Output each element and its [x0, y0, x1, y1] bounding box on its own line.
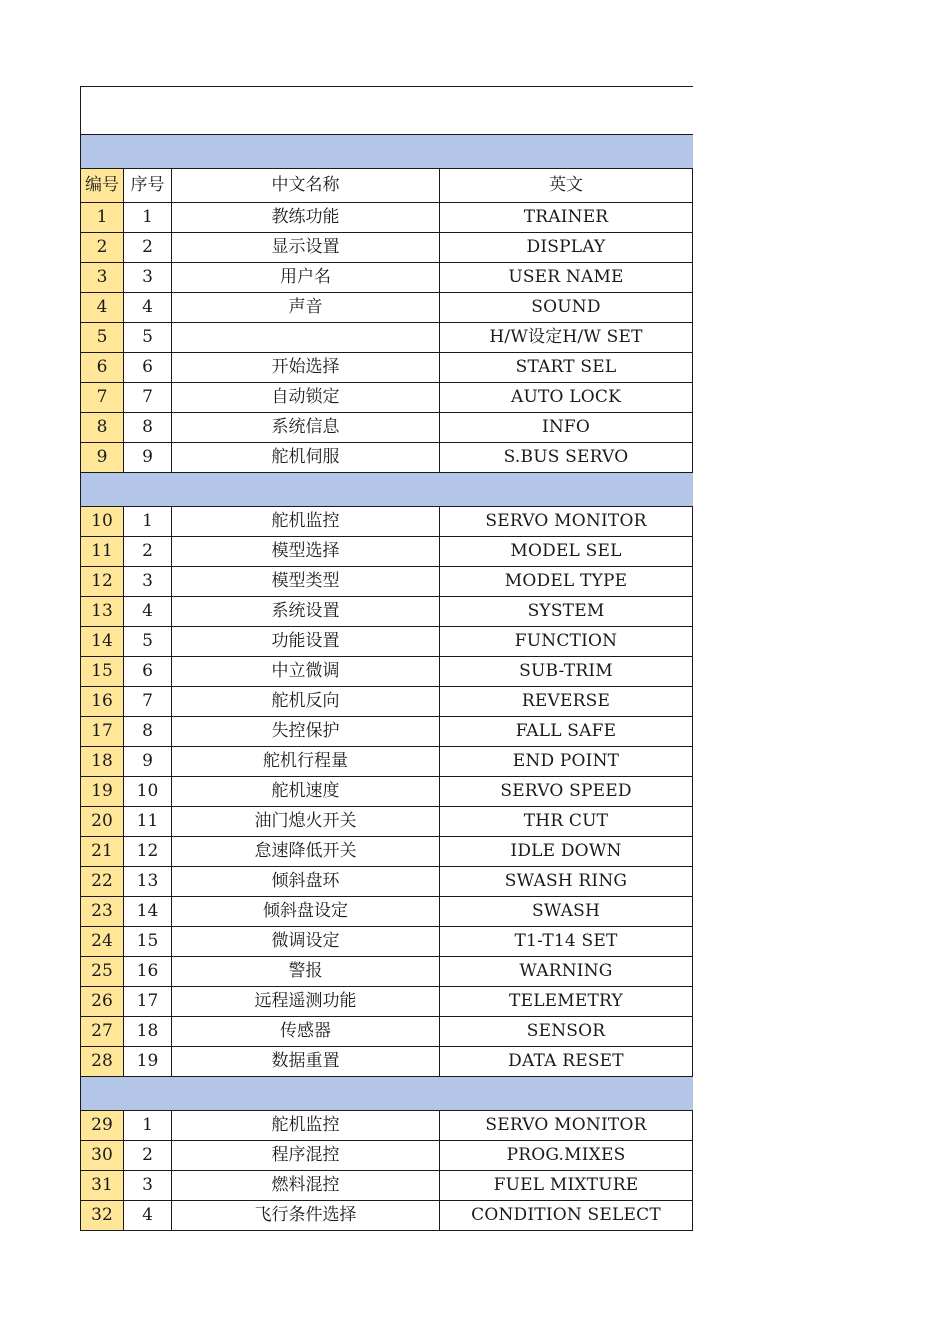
table-row	[81, 717, 693, 747]
table-row	[81, 1047, 693, 1077]
row-seq-cell: 1	[124, 1111, 172, 1141]
row-index-cell: 24	[81, 927, 124, 957]
row-english-cell: H/W设定H/W SET	[440, 323, 693, 353]
table-row	[81, 263, 693, 293]
row-chinese-name-cell: 中立微调	[172, 657, 440, 687]
table-row	[81, 293, 693, 323]
row-seq-cell: 13	[124, 867, 172, 897]
row-chinese-name-cell: 舵机伺服	[172, 443, 440, 473]
table-row	[81, 383, 693, 413]
row-english-cell: DATA RESET	[440, 1047, 693, 1077]
row-seq-cell: 2	[124, 1141, 172, 1171]
row-chinese-name-cell: 失控保护	[172, 717, 440, 747]
table-row	[81, 567, 693, 597]
row-index-cell: 31	[81, 1171, 124, 1201]
table-row	[81, 413, 693, 443]
row-english-cell: USER NAME	[440, 263, 693, 293]
row-index-cell: 21	[81, 837, 124, 867]
row-index-cell: 18	[81, 747, 124, 777]
row-chinese-name-cell: 声音	[172, 293, 440, 323]
row-seq-cell: 7	[124, 687, 172, 717]
row-chinese-name-cell: 油门熄火开关	[172, 807, 440, 837]
row-seq-cell: 8	[124, 717, 172, 747]
table-row	[81, 777, 693, 807]
row-index-cell: 2	[81, 233, 124, 263]
row-chinese-name-cell: 自动锁定	[172, 383, 440, 413]
row-seq-cell: 2	[124, 233, 172, 263]
row-english-cell: SUB-TRIM	[440, 657, 693, 687]
row-english-cell: SERVO SPEED	[440, 777, 693, 807]
row-english-cell: FUNCTION	[440, 627, 693, 657]
table-row	[81, 807, 693, 837]
table-row	[81, 1171, 693, 1201]
row-index-cell: 26	[81, 987, 124, 1017]
row-seq-cell: 3	[124, 1171, 172, 1201]
row-english-cell: S.BUS SERVO	[440, 443, 693, 473]
section-band-cell	[81, 1077, 693, 1111]
table-row	[81, 747, 693, 777]
row-english-cell: TELEMETRY	[440, 987, 693, 1017]
row-index-cell: 16	[81, 687, 124, 717]
row-index-cell: 8	[81, 413, 124, 443]
row-english-cell: SWASH RING	[440, 867, 693, 897]
row-chinese-name-cell: 远程遥测功能	[172, 987, 440, 1017]
table-row	[81, 443, 693, 473]
row-chinese-name-cell: 燃料混控	[172, 1171, 440, 1201]
row-english-cell: IDLE DOWN	[440, 837, 693, 867]
row-chinese-name-cell: 显示设置	[172, 233, 440, 263]
row-seq-cell: 14	[124, 897, 172, 927]
row-chinese-name-cell: 倾斜盘设定	[172, 897, 440, 927]
row-english-cell: TRAINER	[440, 203, 693, 233]
row-index-cell: 29	[81, 1111, 124, 1141]
row-english-cell: FALL SAFE	[440, 717, 693, 747]
table-row	[81, 657, 693, 687]
row-seq-cell: 5	[124, 627, 172, 657]
row-seq-cell: 4	[124, 1201, 172, 1231]
row-english-cell: SOUND	[440, 293, 693, 323]
row-chinese-name-cell: 倾斜盘环	[172, 867, 440, 897]
row-chinese-name-cell: 舵机速度	[172, 777, 440, 807]
row-index-cell: 4	[81, 293, 124, 323]
row-index-cell: 3	[81, 263, 124, 293]
row-seq-cell: 15	[124, 927, 172, 957]
table-row	[81, 597, 693, 627]
row-chinese-name-cell: 警报	[172, 957, 440, 987]
row-index-cell: 13	[81, 597, 124, 627]
row-index-cell: 25	[81, 957, 124, 987]
row-seq-cell: 3	[124, 567, 172, 597]
row-english-cell: T1-T14 SET	[440, 927, 693, 957]
table-row	[81, 837, 693, 867]
table-row	[81, 323, 693, 353]
row-chinese-name-cell: 舵机监控	[172, 507, 440, 537]
row-seq-cell: 8	[124, 413, 172, 443]
row-chinese-name-cell: 功能设置	[172, 627, 440, 657]
row-chinese-name-cell	[172, 323, 440, 353]
row-index-cell: 30	[81, 1141, 124, 1171]
section-band-3	[81, 1077, 693, 1111]
row-index-cell: 12	[81, 567, 124, 597]
row-chinese-name-cell: 舵机行程量	[172, 747, 440, 777]
row-english-cell: MODEL TYPE	[440, 567, 693, 597]
table-row	[81, 987, 693, 1017]
row-chinese-name-cell: 用户名	[172, 263, 440, 293]
row-english-cell: SERVO MONITOR	[440, 1111, 693, 1141]
row-index-cell: 5	[81, 323, 124, 353]
row-seq-cell: 10	[124, 777, 172, 807]
row-english-cell: INFO	[440, 413, 693, 443]
row-seq-cell: 4	[124, 597, 172, 627]
table-row	[81, 687, 693, 717]
row-chinese-name-cell: 传感器	[172, 1017, 440, 1047]
row-english-cell: WARNING	[440, 957, 693, 987]
row-seq-cell: 11	[124, 807, 172, 837]
header-index: 编号	[81, 169, 124, 203]
row-index-cell: 10	[81, 507, 124, 537]
table-row	[81, 897, 693, 927]
row-seq-cell: 4	[124, 293, 172, 323]
table-row	[81, 233, 693, 263]
row-english-cell: THR CUT	[440, 807, 693, 837]
table-row	[81, 203, 693, 233]
row-english-cell: SERVO MONITOR	[440, 507, 693, 537]
section-band-1	[81, 135, 693, 169]
row-chinese-name-cell: 舵机反向	[172, 687, 440, 717]
row-index-cell: 17	[81, 717, 124, 747]
row-index-cell: 27	[81, 1017, 124, 1047]
row-seq-cell: 9	[124, 747, 172, 777]
table-row	[81, 867, 693, 897]
row-english-cell: MODEL SEL	[440, 537, 693, 567]
row-index-cell: 28	[81, 1047, 124, 1077]
table-row	[81, 353, 693, 383]
table-row	[81, 537, 693, 567]
menu-function-table	[80, 86, 693, 1231]
row-seq-cell: 3	[124, 263, 172, 293]
row-chinese-name-cell: 微调设定	[172, 927, 440, 957]
row-chinese-name-cell: 教练功能	[172, 203, 440, 233]
row-seq-cell: 19	[124, 1047, 172, 1077]
table-row	[81, 1201, 693, 1231]
row-index-cell: 32	[81, 1201, 124, 1231]
row-english-cell: SWASH	[440, 897, 693, 927]
row-index-cell: 6	[81, 353, 124, 383]
table-row	[81, 507, 693, 537]
row-seq-cell: 9	[124, 443, 172, 473]
row-chinese-name-cell: 开始选择	[172, 353, 440, 383]
row-seq-cell: 16	[124, 957, 172, 987]
row-index-cell: 22	[81, 867, 124, 897]
table-row	[81, 627, 693, 657]
row-index-cell: 11	[81, 537, 124, 567]
row-english-cell: REVERSE	[440, 687, 693, 717]
row-english-cell: SYSTEM	[440, 597, 693, 627]
title-cell	[81, 87, 693, 135]
row-seq-cell: 1	[124, 507, 172, 537]
row-english-cell: DISPLAY	[440, 233, 693, 263]
table-row	[81, 957, 693, 987]
row-chinese-name-cell: 数据重置	[172, 1047, 440, 1077]
row-seq-cell: 7	[124, 383, 172, 413]
table-row	[81, 927, 693, 957]
row-index-cell: 20	[81, 807, 124, 837]
row-chinese-name-cell: 模型选择	[172, 537, 440, 567]
row-seq-cell: 12	[124, 837, 172, 867]
row-english-cell: END POINT	[440, 747, 693, 777]
row-chinese-name-cell: 舵机监控	[172, 1111, 440, 1141]
row-chinese-name-cell: 模型类型	[172, 567, 440, 597]
header-english: 英文	[440, 169, 693, 203]
header-row	[81, 169, 693, 203]
row-english-cell: SENSOR	[440, 1017, 693, 1047]
header-seq: 序号	[124, 169, 172, 203]
row-seq-cell: 6	[124, 353, 172, 383]
row-index-cell: 9	[81, 443, 124, 473]
row-seq-cell: 17	[124, 987, 172, 1017]
row-chinese-name-cell: 怠速降低开关	[172, 837, 440, 867]
header-chinese-name: 中文名称	[172, 169, 440, 203]
row-index-cell: 1	[81, 203, 124, 233]
row-index-cell: 15	[81, 657, 124, 687]
row-seq-cell: 18	[124, 1017, 172, 1047]
row-seq-cell: 5	[124, 323, 172, 353]
row-index-cell: 7	[81, 383, 124, 413]
row-english-cell: CONDITION SELECT	[440, 1201, 693, 1231]
row-index-cell: 23	[81, 897, 124, 927]
row-seq-cell: 6	[124, 657, 172, 687]
section-band-cell	[81, 473, 693, 507]
row-english-cell: PROG.MIXES	[440, 1141, 693, 1171]
row-english-cell: AUTO LOCK	[440, 383, 693, 413]
table-row	[81, 1017, 693, 1047]
row-index-cell: 14	[81, 627, 124, 657]
row-english-cell: START SEL	[440, 353, 693, 383]
row-chinese-name-cell: 系统信息	[172, 413, 440, 443]
row-seq-cell: 1	[124, 203, 172, 233]
row-seq-cell: 2	[124, 537, 172, 567]
title-row	[81, 87, 693, 135]
section-band-2	[81, 473, 693, 507]
row-chinese-name-cell: 程序混控	[172, 1141, 440, 1171]
section-band-cell	[81, 135, 693, 169]
row-index-cell: 19	[81, 777, 124, 807]
row-english-cell: FUEL MIXTURE	[440, 1171, 693, 1201]
row-chinese-name-cell: 飞行条件选择	[172, 1201, 440, 1231]
row-chinese-name-cell: 系统设置	[172, 597, 440, 627]
table-row	[81, 1111, 693, 1141]
table-row	[81, 1141, 693, 1171]
